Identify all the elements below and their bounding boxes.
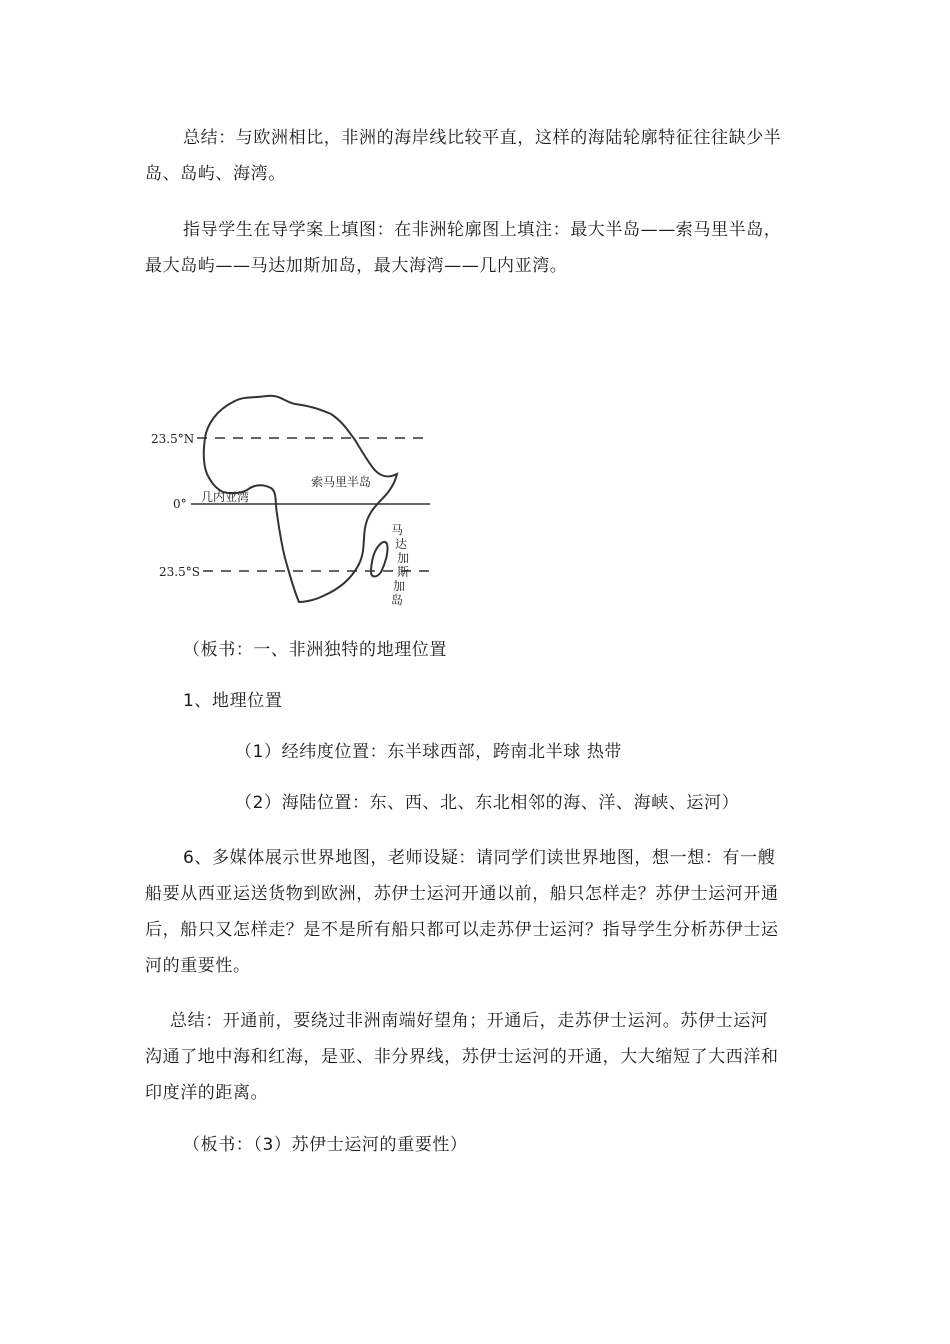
label-23-5-n: 23.5°N (151, 432, 195, 446)
instruction-map-fill-line1: 指导学生在导学案上填图：在非洲轮廓图上填注：最大半岛——索马里半岛， (183, 220, 782, 240)
label-23-5-s: 23.5°S (159, 565, 200, 579)
label-madagascar-1: 马 (391, 523, 404, 537)
summary-suez-line1: 总结：开通前，要绕过非洲南端好望角；开通后，走苏伊士运河。苏伊士运河 (170, 1011, 769, 1031)
label-madagascar-3: 加 (397, 551, 410, 565)
board-note-suez: （板书：（3）苏伊士运河的重要性） (183, 1135, 468, 1155)
activity-6-line1: 6、多媒体展示世界地图，老师设疑：请同学们读世界地图，想一想：有一艘 (183, 848, 776, 868)
summary-europe-compare-line2: 岛、岛屿、海湾。 (145, 164, 286, 184)
label-madagascar-4: 斯 (397, 565, 410, 579)
africa-outline-map (145, 388, 445, 610)
summary-suez-line2: 沟通了地中海和红海，是亚、非分界线，苏伊士运河的开通，大大缩短了大西洋和 (145, 1047, 779, 1067)
activity-6-line3: 后，船只又怎样走？是不是所有船只都可以走苏伊士运河？指导学生分析苏伊士运 (145, 920, 779, 940)
label-guinea-gulf: 几内亚湾 (201, 490, 250, 504)
summary-suez-line3: 印度洋的距离。 (145, 1083, 269, 1103)
label-madagascar-6: 岛 (391, 593, 404, 607)
label-equator: 0° (173, 497, 187, 511)
summary-europe-compare-line1: 总结：与欧洲相比，非洲的海岸线比较平直，这样的海陆轮廓特征往往缺少半 (183, 128, 782, 148)
item-sea-land-position: （2）海陆位置：东、西、北、东北相邻的海、洋、海峡、运河） (235, 793, 740, 813)
activity-6-line2: 船要从西亚运送货物到欧洲，苏伊士运河开通以前，船只怎样走？苏伊士运河开通 (145, 884, 779, 904)
heading-geographic-location: 1、地理位置 (183, 691, 283, 711)
label-madagascar-5: 加 (393, 579, 406, 593)
label-madagascar-2: 达 (395, 537, 408, 551)
board-note-section1: （板书：一、非洲独特的地理位置 (183, 640, 447, 660)
activity-6-line4: 河的重要性。 (145, 956, 251, 976)
label-somali-peninsula: 索马里半岛 (311, 475, 372, 489)
item-latitude-longitude: （1）经纬度位置：东半球西部，跨南北半球 热带 (235, 742, 623, 762)
africa-map-svg (145, 388, 445, 610)
instruction-map-fill-line2: 最大岛屿——马达加斯加岛，最大海湾——几内亚湾。 (145, 256, 568, 276)
